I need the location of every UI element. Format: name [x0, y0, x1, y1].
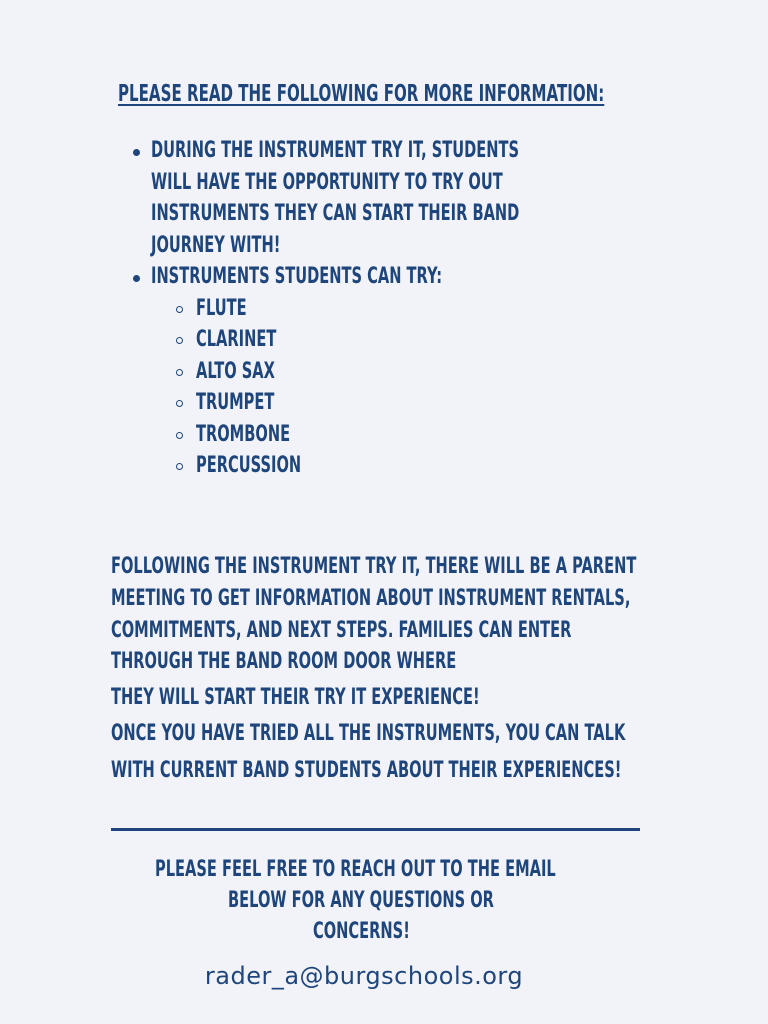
bullet-1-line-3: INSTRUMENTS THEY CAN START THEIR BAND [151, 201, 520, 226]
bullet-dot-icon [133, 275, 140, 282]
instrument-item-alto-sax: ALTO SAX [196, 359, 275, 384]
paragraph-line-1: FOLLOWING THE INSTRUMENT TRY IT, THERE WILL BE A PARENT [111, 554, 637, 579]
contact-email[interactable]: rader_a@burgschools.org [204, 962, 524, 990]
instrument-item-flute: FLUTE [196, 296, 247, 321]
contact-line-3: CONCERNS! [313, 919, 410, 944]
bullet-2-line-1: INSTRUMENTS STUDENTS CAN TRY: [151, 264, 443, 289]
bullet-dot-icon [133, 149, 140, 156]
instrument-item-percussion: PERCUSSION [196, 453, 302, 478]
paragraph-line-7: WITH CURRENT BAND STUDENTS ABOUT THEIR EXPERIENCES! [111, 758, 622, 783]
info-heading: PLEASE READ THE FOLLOWING FOR MORE INFORMATION: [118, 81, 605, 107]
circle-bullet-icon [176, 369, 183, 376]
instrument-item-trumpet: TRUMPET [196, 390, 275, 415]
paragraph-line-6: ONCE YOU HAVE TRIED ALL THE INSTRUMENTS, YOU CAN TALK [111, 721, 626, 746]
bullet-1-line-1: DURING THE INSTRUMENT TRY IT, STUDENTS [151, 138, 520, 163]
circle-bullet-icon [176, 432, 183, 439]
section-divider [111, 828, 640, 831]
bullet-1-line-2: WILL HAVE THE OPPORTUNITY TO TRY OUT [151, 170, 503, 195]
paragraph-line-2: MEETING TO GET INFORMATION ABOUT INSTRUMENT RENTALS, [111, 586, 631, 611]
instrument-item-clarinet: CLARINET [196, 327, 277, 352]
paragraph-line-5: THEY WILL START THEIR TRY IT EXPERIENCE! [111, 685, 480, 710]
circle-bullet-icon [176, 337, 183, 344]
circle-bullet-icon [176, 306, 183, 313]
instrument-item-trombone: TROMBONE [196, 422, 291, 447]
contact-line-2: BELOW FOR ANY QUESTIONS OR [228, 888, 494, 913]
contact-line-1: PLEASE FEEL FREE TO REACH OUT TO THE EMAIL [155, 857, 556, 882]
bullet-1-line-4: JOURNEY WITH! [151, 233, 281, 258]
paragraph-line-4: THROUGH THE BAND ROOM DOOR WHERE [111, 649, 457, 674]
circle-bullet-icon [176, 463, 183, 470]
paragraph-line-3: COMMITMENTS, AND NEXT STEPS. FAMILIES CAN ENTER [111, 618, 572, 643]
circle-bullet-icon [176, 400, 183, 407]
